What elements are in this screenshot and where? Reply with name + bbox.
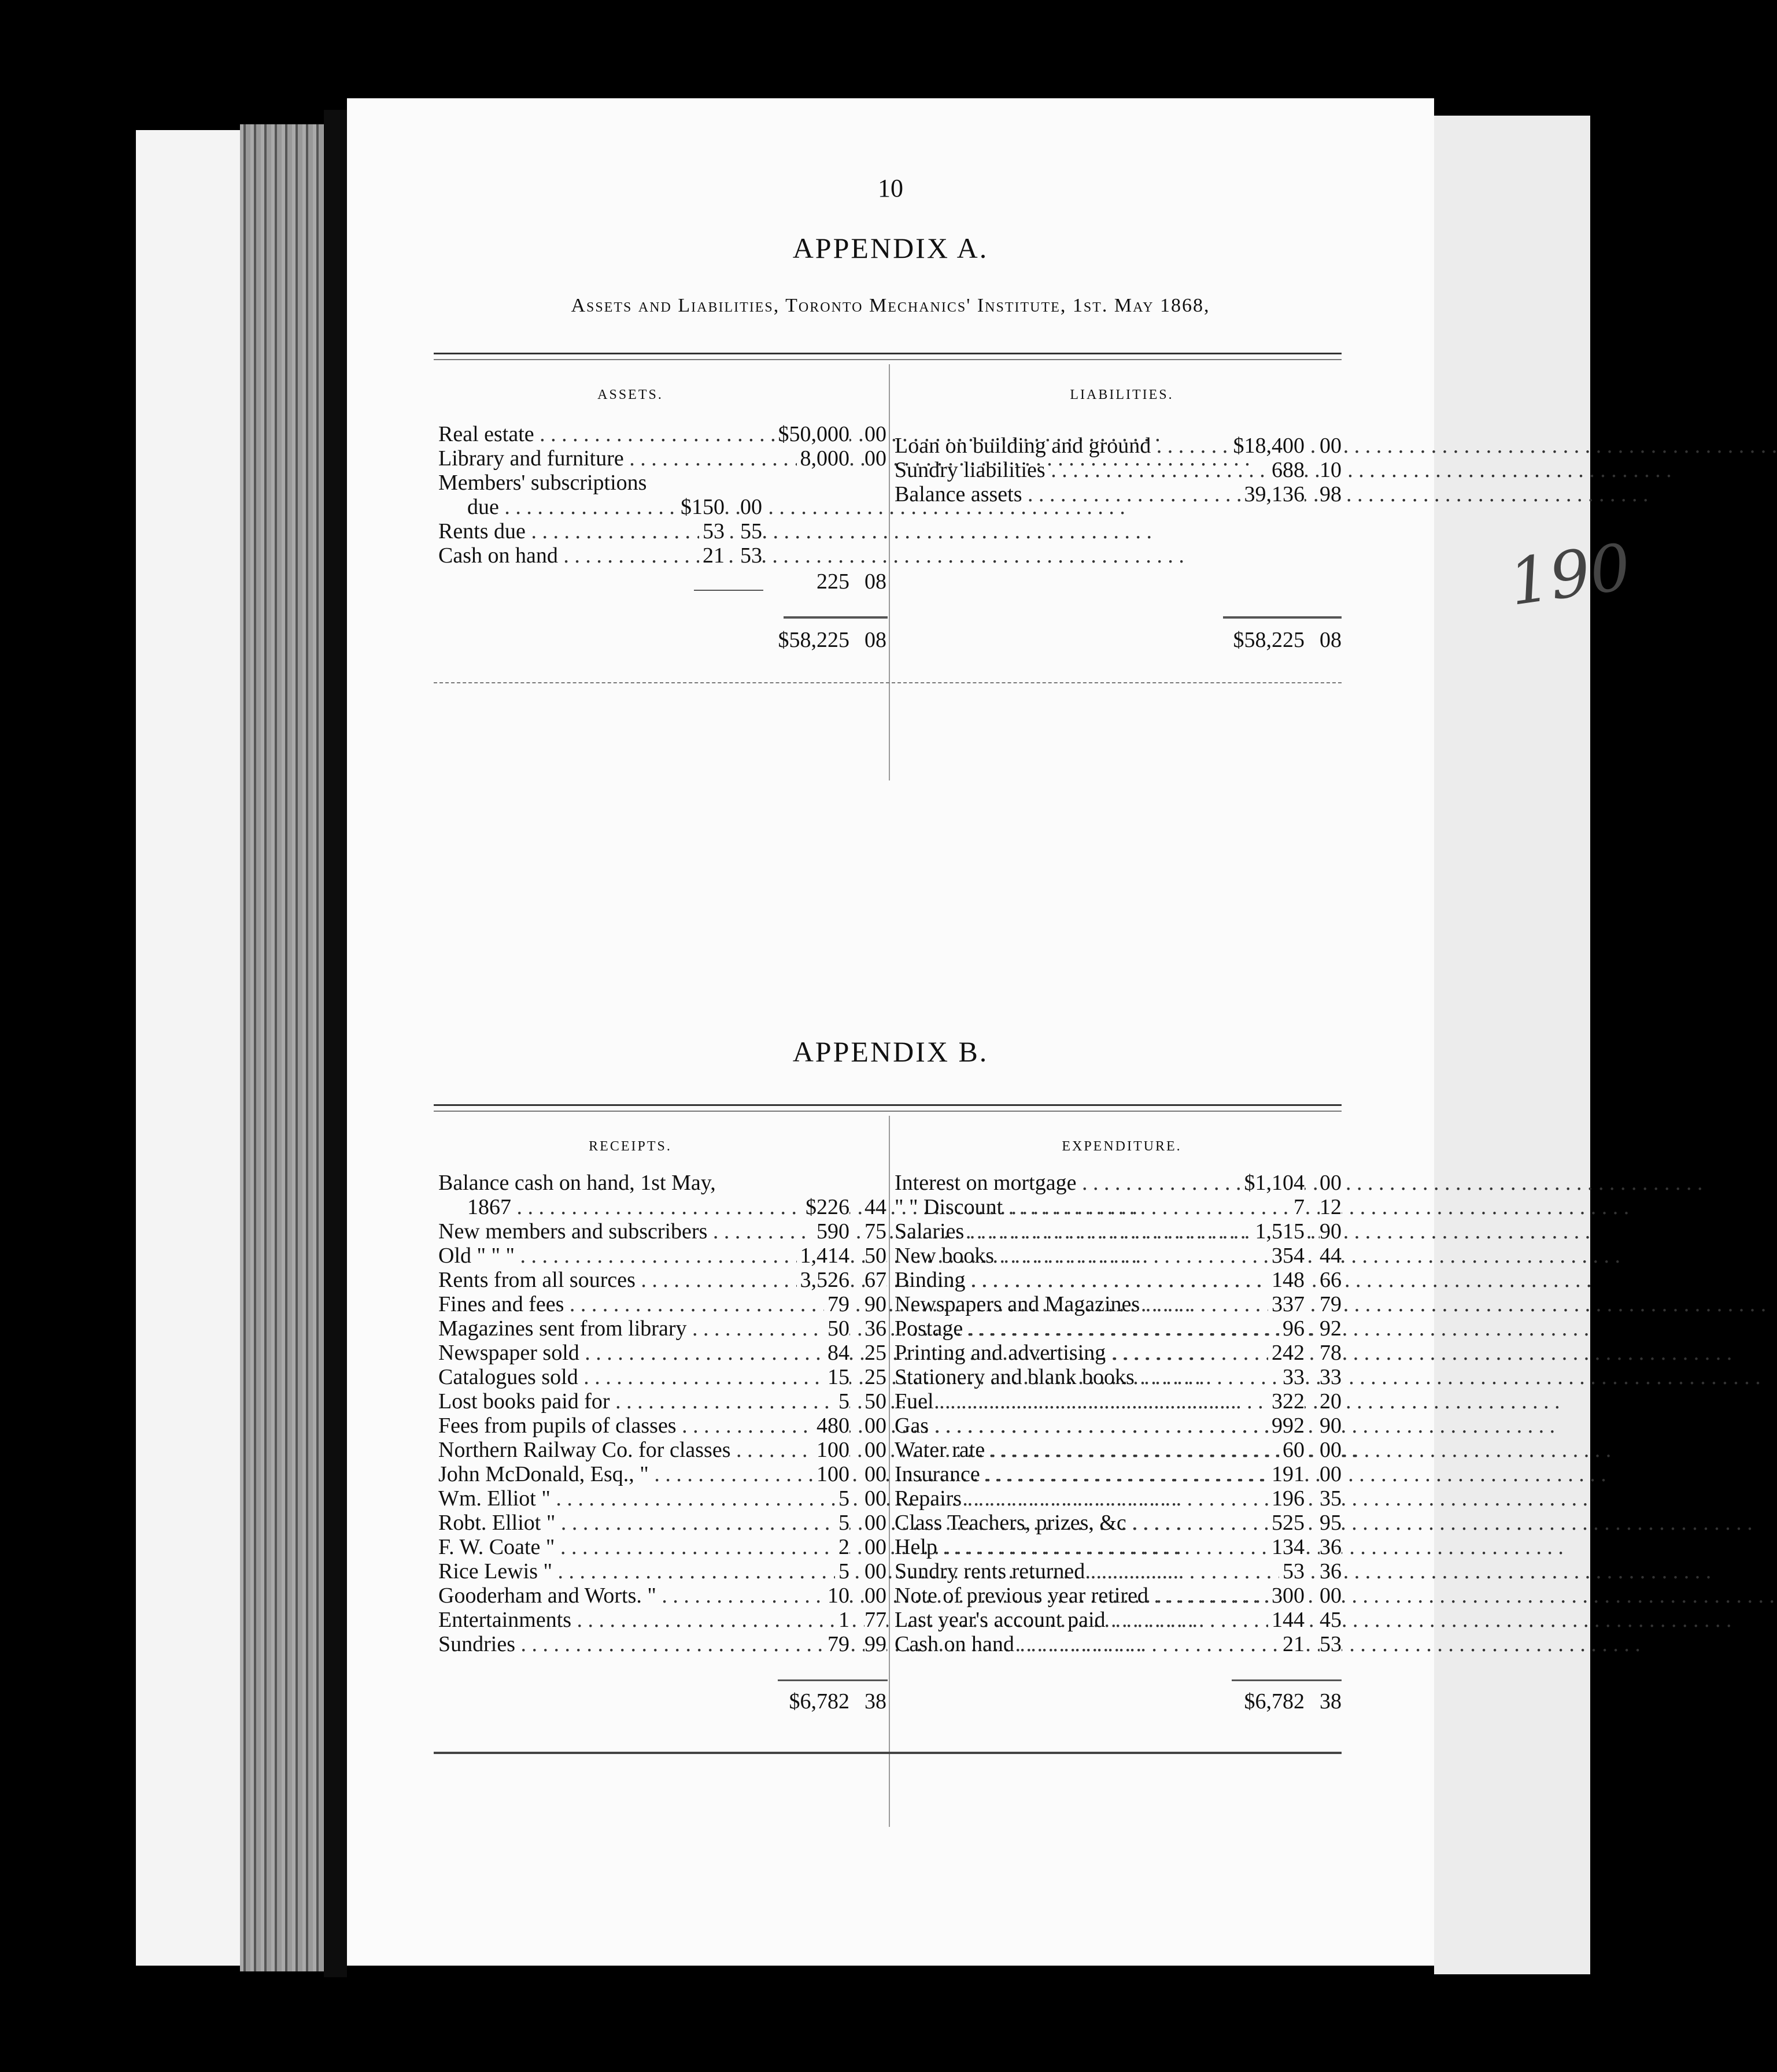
- receipt-row-cents: 00: [865, 1438, 886, 1462]
- receipts-total-rule: [778, 1679, 888, 1681]
- receipt-row: [438, 1316, 886, 1341]
- expenditure-row-cents: 00: [1320, 1171, 1342, 1195]
- receipt-row-cents: 00: [865, 1486, 886, 1511]
- receipt-row: [438, 1535, 886, 1559]
- receipt-row-dollars: 5: [835, 1559, 849, 1583]
- asset-row: [438, 543, 886, 568]
- expenditure-row-label: Cash on hand . . .: [895, 1632, 1247, 1656]
- liability-row-cents: 00: [1320, 434, 1342, 458]
- asset-row-dollars: 8,000: [797, 446, 850, 471]
- expenditure-row: [895, 1438, 1342, 1462]
- expenditure-total-rule: [1232, 1679, 1342, 1681]
- book-spine-edge: [324, 110, 347, 1977]
- asset-row-dollars: $50,000: [775, 422, 850, 446]
- expenditure-row-dollars: 148: [1268, 1268, 1305, 1292]
- expenditure-row-label: Stationery and blank books . . .: [895, 1365, 1247, 1389]
- receipt-row-label: Wm. Elliot " . . .: [438, 1486, 797, 1511]
- asset-row-label: Library and furniture . . .: [438, 446, 762, 471]
- expenditure-row-cents: 95: [1320, 1511, 1342, 1535]
- receipt-row-cents: 00: [865, 1535, 886, 1559]
- liabilities-total-rule: [1223, 616, 1342, 619]
- expenditure-row-dollars: 33: [1279, 1365, 1305, 1389]
- asset-row-label: due . . .: [467, 495, 670, 519]
- receipts-heading: RECEIPTS.: [589, 1139, 672, 1154]
- assets-heading: ASSETS.: [597, 387, 663, 402]
- receipt-row-cents: 25: [865, 1341, 886, 1365]
- book-page-stack: [240, 124, 327, 1971]
- receipt-row-cents: 44: [865, 1195, 886, 1219]
- receipt-row: [438, 1292, 886, 1316]
- expenditure-row-dollars: 1,515: [1252, 1219, 1305, 1244]
- expenditure-row-label: Repairs . . .: [895, 1486, 1247, 1511]
- liability-row-cents: 98: [1320, 482, 1342, 506]
- receipt-row-cents: 90: [865, 1292, 886, 1316]
- expenditure-row: [895, 1414, 1342, 1438]
- liabilities-heading: LIABILITIES.: [1070, 387, 1174, 402]
- receipt-row-label: Magazines sent from library . . .: [438, 1316, 797, 1341]
- asset-row: [438, 471, 886, 495]
- adjacent-page-left: [136, 130, 240, 1966]
- receipt-row-cents: 50: [865, 1244, 886, 1268]
- expenditure-row-label: Class Teachers, prizes, &c . . .: [895, 1511, 1247, 1535]
- expenditure-row-cents: 78: [1320, 1341, 1342, 1365]
- receipt-row-dollars: 79: [824, 1292, 849, 1316]
- receipt-row-label: Fines and fees . . .: [438, 1292, 797, 1316]
- expenditure-row: [895, 1462, 1342, 1486]
- liability-row: [895, 458, 1342, 482]
- receipt-row-label: Balance cash on hand, 1st May,: [438, 1171, 716, 1195]
- expenditure-row-label: Water rate . . .: [895, 1438, 1247, 1462]
- expenditure-row-cents: 36: [1320, 1559, 1342, 1583]
- appendix-a-title: APPENDIX A.: [792, 232, 989, 264]
- expenditure-row-dollars: 134: [1268, 1535, 1305, 1559]
- receipt-row-dollars: 1: [835, 1608, 849, 1632]
- receipt-row-dollars: 50: [824, 1316, 849, 1341]
- receipt-row-label: Northern Railway Co. for classes . . .: [438, 1438, 797, 1462]
- receipt-row: [438, 1268, 886, 1292]
- receipt-row: [438, 1608, 886, 1632]
- receipt-row-label: Robt. Elliot " . . .: [438, 1511, 797, 1535]
- receipt-row-dollars: 1,414: [797, 1244, 850, 1268]
- receipt-row: [438, 1365, 886, 1389]
- expenditure-row-cents: 00: [1320, 1462, 1342, 1486]
- asset-row: [438, 519, 886, 543]
- receipt-row: [438, 1583, 886, 1608]
- receipt-row: [438, 1341, 886, 1365]
- handwritten-margin-note: 190: [1505, 530, 1635, 620]
- expenditure-row-dollars: 354: [1268, 1244, 1305, 1268]
- expenditure-row-dollars: 7: [1290, 1195, 1305, 1219]
- expenditure-row-cents: 92: [1320, 1316, 1342, 1341]
- asset-row: [438, 446, 886, 471]
- expenditure-row: [895, 1171, 1342, 1195]
- appendix-a-subtitle: Assets and Liabilities, Toronto Mechanics' Institute, 1st. May 1868,: [571, 295, 1210, 316]
- receipt-row-dollars: 2: [835, 1535, 849, 1559]
- appendix-b-title: APPENDIX B.: [792, 1035, 989, 1068]
- expenditure-row-dollars: 53: [1279, 1559, 1305, 1583]
- receipt-row-cents: 99: [865, 1632, 886, 1656]
- receipt-row-cents: 75: [865, 1219, 886, 1244]
- receipt-row-cents: 36: [865, 1316, 886, 1341]
- expenditure-row-cents: 36: [1320, 1535, 1342, 1559]
- expenditure-row: [895, 1535, 1342, 1559]
- expenditure-row-label: Fuel . . .: [895, 1389, 1247, 1414]
- receipt-row-dollars: 100: [813, 1438, 849, 1462]
- liability-row-label: Sundry liabilities . . .: [895, 458, 1218, 482]
- expenditure-row: [895, 1268, 1342, 1292]
- asset-row-sub-cents: 53: [740, 543, 762, 568]
- receipt-row-cents: 00: [865, 1583, 886, 1608]
- expenditure-row: [895, 1219, 1342, 1244]
- expenditure-row-label: Newspapers and Magazines . . .: [895, 1292, 1247, 1316]
- receipt-row-cents: 25: [865, 1365, 886, 1389]
- asset-row-sub-dollars: 53: [699, 519, 725, 543]
- asset-row-label: Real estate . . .: [438, 422, 762, 446]
- receipt-row-cents: 00: [865, 1511, 886, 1535]
- receipt-row-dollars: $226: [802, 1195, 849, 1219]
- expenditure-row-dollars: 21: [1279, 1632, 1305, 1656]
- expenditure-row-cents: 20: [1320, 1389, 1342, 1414]
- expenditure-row: [895, 1608, 1342, 1632]
- expenditure-row: [895, 1559, 1342, 1583]
- receipt-row-cents: 00: [865, 1414, 886, 1438]
- receipt-row-cents: 50: [865, 1389, 886, 1414]
- document-page: [347, 98, 1434, 1966]
- expenditure-row-cents: 90: [1320, 1414, 1342, 1438]
- receipt-row-label: Catalogues sold . . .: [438, 1365, 797, 1389]
- liability-row-dollars: 688: [1268, 458, 1305, 482]
- receipt-row-dollars: 5: [835, 1486, 849, 1511]
- expenditure-row: [895, 1244, 1342, 1268]
- asset-row-cents: 00: [865, 446, 886, 471]
- expenditure-row-label: Sundry rents returned . . .: [895, 1559, 1247, 1583]
- expenditure-row-cents: 90: [1320, 1219, 1342, 1244]
- receipt-row: [438, 1511, 886, 1535]
- expenditure-row-label: Printing and advertising . . .: [895, 1341, 1247, 1365]
- asset-row-label: Cash on hand . . .: [438, 543, 670, 568]
- expenditure-row: [895, 1583, 1342, 1608]
- expenditure-row-dollars: 144: [1268, 1608, 1305, 1632]
- receipt-row-dollars: 79: [824, 1632, 849, 1656]
- asset-row-label: Members' subscriptions: [438, 471, 647, 495]
- receipt-row-label: Entertainments . . .: [438, 1608, 797, 1632]
- expenditure-row: [895, 1486, 1342, 1511]
- expenditure-row-cents: 00: [1320, 1438, 1342, 1462]
- asset-row-label: Rents due . . .: [438, 519, 670, 543]
- liability-row-cents: 10: [1320, 458, 1342, 482]
- receipt-row-label: Rents from all sources . . .: [438, 1268, 797, 1292]
- assets-subtotal-row: 225 08: [438, 569, 886, 594]
- expenditure-row: [895, 1195, 1342, 1219]
- receipt-row: [438, 1632, 886, 1656]
- liability-row-dollars: 39,136: [1241, 482, 1305, 506]
- liabilities-table: [895, 434, 1342, 506]
- asset-row-cents: 00: [865, 422, 886, 446]
- assets-total-rule: [784, 616, 888, 619]
- expenditure-row-cents: 12: [1320, 1195, 1342, 1219]
- receipt-row: [438, 1462, 886, 1486]
- top-double-rule: [434, 353, 1342, 360]
- assets-total-row: $58,225 08: [438, 628, 886, 652]
- liability-row-label: Loan on building and ground . . .: [895, 434, 1218, 458]
- expenditure-row-dollars: $1,104: [1241, 1171, 1305, 1195]
- receipt-row-cents: 77: [865, 1608, 886, 1632]
- receipt-row-label: New members and subscribers . . .: [438, 1219, 797, 1244]
- expenditure-row-cents: 33: [1320, 1365, 1342, 1389]
- expenditure-row-dollars: 196: [1268, 1486, 1305, 1511]
- expenditure-row-dollars: 191: [1268, 1462, 1305, 1486]
- expenditure-row-label: Help . . .: [895, 1535, 1247, 1559]
- receipt-row-dollars: 590: [813, 1219, 849, 1244]
- receipts-table: [438, 1171, 886, 1656]
- receipt-row: [438, 1486, 886, 1511]
- expenditure-row: [895, 1389, 1342, 1414]
- appendix-b-double-rule: [434, 1104, 1342, 1112]
- expenditure-row-cents: 45: [1320, 1608, 1342, 1632]
- liability-row: [895, 482, 1342, 506]
- receipt-row-dollars: 480: [813, 1414, 849, 1438]
- receipt-row-label: Lost books paid for . . .: [438, 1389, 797, 1414]
- expenditure-row: [895, 1365, 1342, 1389]
- expenditure-row-label: Gas . . .: [895, 1414, 1247, 1438]
- receipt-row-label: John McDonald, Esq., " . . .: [438, 1462, 797, 1486]
- expenditure-row-label: Interest on mortgage . . .: [895, 1171, 1247, 1195]
- expenditure-row: [895, 1341, 1342, 1365]
- expenditure-row: [895, 1292, 1342, 1316]
- receipt-row: [438, 1171, 886, 1195]
- expenditure-table: [895, 1171, 1342, 1656]
- expenditure-row-cents: 79: [1320, 1292, 1342, 1316]
- expenditure-row-cents: 53: [1320, 1632, 1342, 1656]
- receipt-row: [438, 1438, 886, 1462]
- expenditure-row-label: Binding . . .: [895, 1268, 1247, 1292]
- expenditure-total-row: $6,782 38: [895, 1689, 1342, 1714]
- page-number: 10: [878, 174, 903, 202]
- receipt-row-cents: 67: [865, 1268, 886, 1292]
- receipt-row-label: Newspaper sold . . .: [438, 1341, 797, 1365]
- expenditure-row: [895, 1632, 1342, 1656]
- expenditure-row-dollars: 992: [1268, 1414, 1305, 1438]
- expenditure-row-cents: 35: [1320, 1486, 1342, 1511]
- asset-row-sub-dollars: 21: [699, 543, 725, 568]
- receipt-row: [438, 1414, 886, 1438]
- liability-row: [895, 434, 1342, 458]
- receipt-row-label: 1867 . . .: [467, 1195, 797, 1219]
- expenditure-heading: EXPENDITURE.: [1062, 1139, 1182, 1154]
- expenditure-row-dollars: 242: [1268, 1341, 1305, 1365]
- receipt-row-dollars: 10: [824, 1583, 849, 1608]
- expenditure-row-dollars: 300: [1268, 1583, 1305, 1608]
- expenditure-row-label: Insurance . . .: [895, 1462, 1247, 1486]
- receipt-row: [438, 1244, 886, 1268]
- asset-row-sub-dollars: $150: [677, 495, 725, 519]
- expenditure-row-dollars: 96: [1279, 1316, 1305, 1341]
- receipt-row: [438, 1195, 886, 1219]
- adjacent-page-right: [1434, 116, 1590, 1974]
- receipt-row-label: Old " " " . . .: [438, 1244, 797, 1268]
- liability-row-label: Balance assets . . .: [895, 482, 1218, 506]
- receipt-row-dollars: 3,526: [797, 1268, 850, 1292]
- expenditure-row-dollars: 60: [1279, 1438, 1305, 1462]
- receipt-row-label: Sundries . . .: [438, 1632, 797, 1656]
- asset-row-sub-cents: 55: [740, 519, 762, 543]
- expenditure-row-dollars: 322: [1268, 1389, 1305, 1414]
- receipt-row-label: Gooderham and Worts. " . . .: [438, 1583, 797, 1608]
- receipt-row-dollars: 84: [824, 1341, 849, 1365]
- receipt-row: [438, 1389, 886, 1414]
- receipt-row: [438, 1219, 886, 1244]
- receipt-row-dollars: 5: [835, 1389, 849, 1414]
- receipt-row-dollars: 15: [824, 1365, 849, 1389]
- receipt-row-label: Fees from pupils of classes . . .: [438, 1414, 797, 1438]
- expenditure-row-label: Note of previous year retired . . .: [895, 1583, 1247, 1608]
- appendix-a-bottom-rule: [434, 682, 1342, 683]
- receipts-total-row: $6,782 38: [438, 1689, 886, 1714]
- asset-row: [438, 422, 886, 446]
- assets-table: [438, 422, 886, 568]
- appendix-b-bottom-rule: [434, 1752, 1342, 1754]
- expenditure-row-dollars: 337: [1268, 1292, 1305, 1316]
- expenditure-row-cents: 00: [1320, 1583, 1342, 1608]
- expenditure-row-dollars: 525: [1268, 1511, 1305, 1535]
- expenditure-row-label: Postage . . .: [895, 1316, 1247, 1341]
- asset-row: [438, 495, 886, 519]
- liabilities-total-row: $58,225 08: [895, 628, 1342, 652]
- expenditure-row-label: New books . . .: [895, 1244, 1247, 1268]
- receipt-row-dollars: 100: [813, 1462, 849, 1486]
- expenditure-row: [895, 1511, 1342, 1535]
- expenditure-row-cents: 44: [1320, 1244, 1342, 1268]
- receipt-row: [438, 1559, 886, 1583]
- expenditure-row-label: " " Discount . . .: [895, 1195, 1247, 1219]
- receipt-row-cents: 00: [865, 1559, 886, 1583]
- expenditure-row-label: Salaries . . .: [895, 1219, 1247, 1244]
- expenditure-row-label: Last year's account paid . . .: [895, 1608, 1247, 1632]
- receipt-row-cents: 00: [865, 1462, 886, 1486]
- receipt-row-label: Rice Lewis " . . .: [438, 1559, 797, 1583]
- liability-row-dollars: $18,400: [1230, 434, 1305, 458]
- expenditure-row: [895, 1316, 1342, 1341]
- receipt-row-label: F. W. Coate " . . .: [438, 1535, 797, 1559]
- receipt-row-dollars: 5: [835, 1511, 849, 1535]
- asset-row-sub-cents: 00: [740, 495, 762, 519]
- expenditure-row-cents: 66: [1320, 1268, 1342, 1292]
